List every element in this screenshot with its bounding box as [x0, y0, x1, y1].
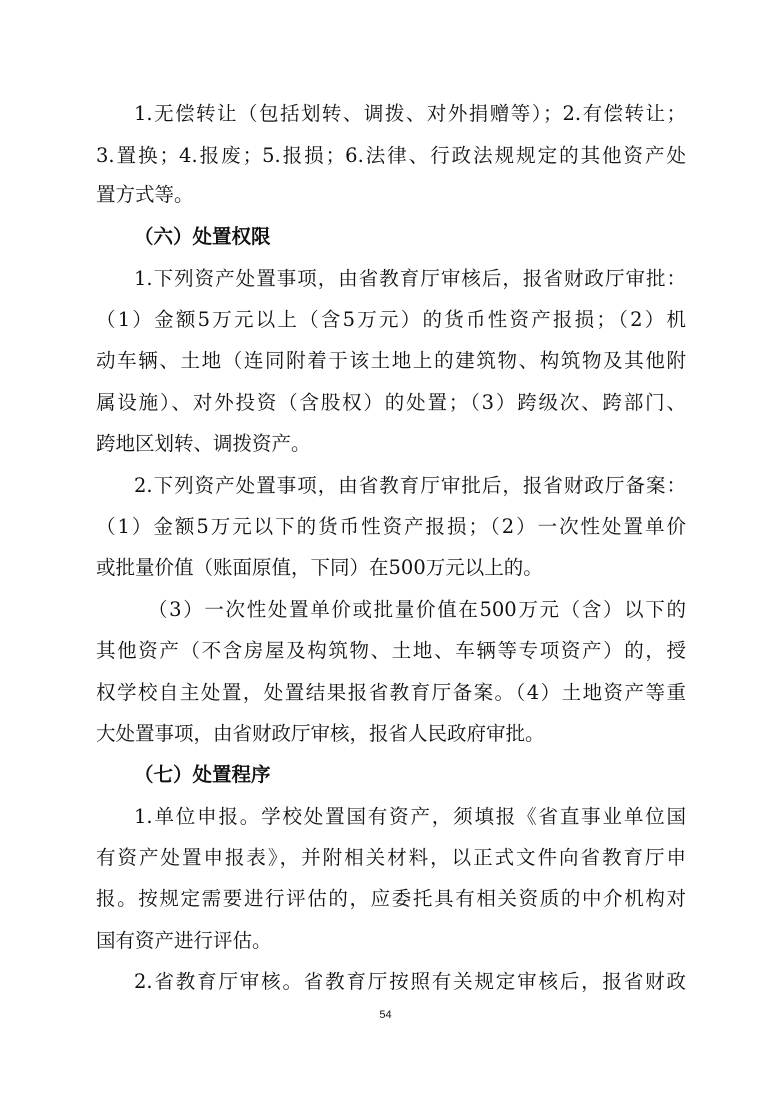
paragraph-line: 3.置换；4.报废；5.报损；6.法律、行政法规规定的其他资产处 [96, 144, 686, 167]
section-heading: （七）处置程序 [134, 763, 271, 786]
paragraph-line: （3）一次性处置单价或批量价值在500万元（含）以下的 [148, 598, 686, 621]
paragraph-line: 权学校自主处置，处置结果报省教育厅备案。（4）土地资产等重 [96, 681, 686, 704]
paragraph-line: 2.省教育厅审核。省教育厅按照有关规定审核后，报省财政 [134, 970, 686, 993]
paragraph-line: 报。按规定需要进行评估的，应委托具有相关资质的中介机构对 [96, 887, 686, 910]
paragraph-line: 1.单位申报。学校处置国有资产，须填报《省直事业单位国 [134, 805, 686, 828]
paragraph-line: 属设施）、对外投资（含股权）的处置；（3）跨级次、跨部门、 [96, 391, 686, 414]
paragraph-line: （1）金额5万元以上（含5万元）的货币性资产报损；（2）机 [96, 308, 686, 331]
paragraph-line: 国有资产进行评估。 [96, 929, 272, 952]
paragraph-line: 1.无偿转让（包括划转、调拨、对外捐赠等）；2.有偿转让； [134, 102, 686, 125]
paragraph-line: 有资产处置申报表》，并附相关材料，以正式文件向省教育厅申 [96, 846, 686, 869]
paragraph-line: 或批量价值（账面原值，下同）在500万元以上的。 [96, 556, 543, 579]
paragraph-line: 动车辆、土地（连同附着于该土地上的建筑物、构筑物及其他附 [96, 349, 686, 372]
paragraph-line: 大处置事项，由省财政厅审核，报省人民政府审批。 [96, 722, 545, 745]
paragraph-line: 其他资产（不含房屋及构筑物、土地、车辆等专项资产）的，授 [96, 639, 686, 662]
paragraph-line: 跨地区划转、调拨资产。 [96, 432, 311, 455]
page-number: 54 [379, 1009, 392, 1021]
section-heading: （六）处置权限 [134, 225, 271, 248]
paragraph-line: 1.下列资产处置事项，由省教育厅审核后，报省财政厅审批： [134, 267, 686, 290]
paragraph-line: 2.下列资产处置事项，由省教育厅审批后，报省财政厅备案： [134, 474, 686, 497]
paragraph-line: 置方式等。 [96, 183, 194, 206]
paragraph-line: （1）金额5万元以下的货币性资产报损；（2）一次性处置单价 [96, 515, 686, 538]
